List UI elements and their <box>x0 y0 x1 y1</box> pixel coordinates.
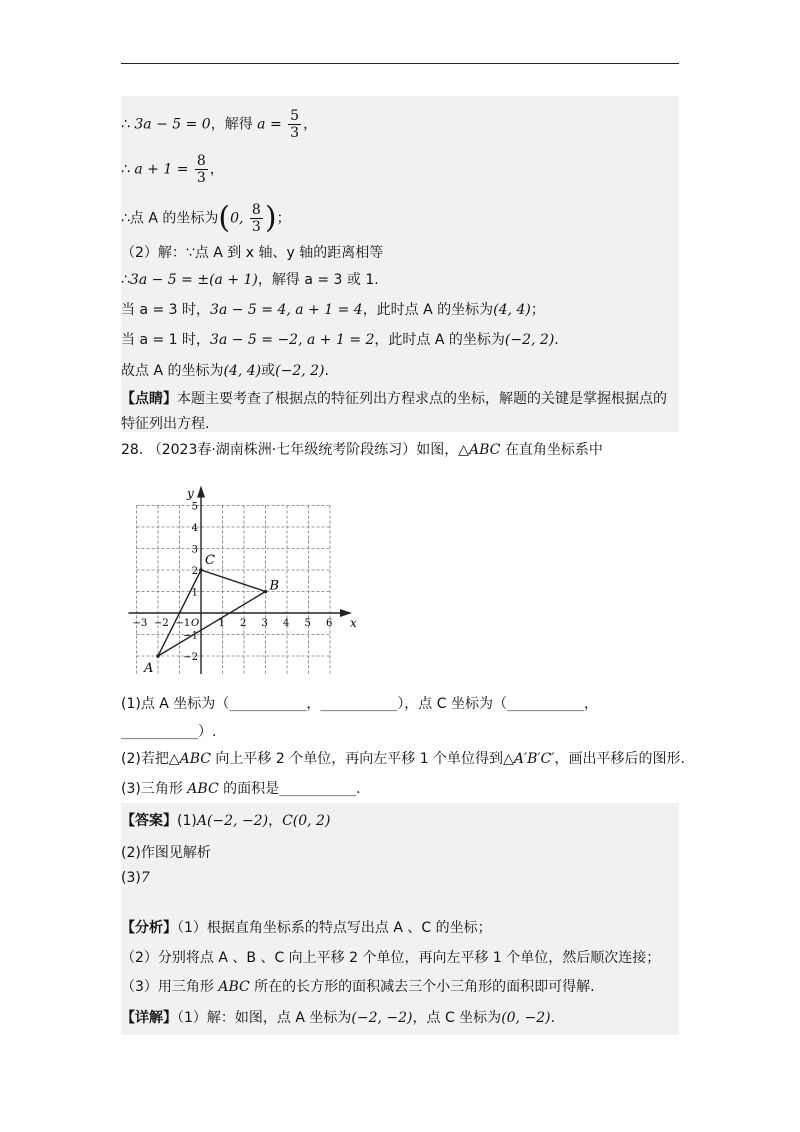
question-28-header: 28. （2023春·湖南株洲·七年级统考阶段练习）如图，△ABC 在直角坐标系中 <box>121 442 603 458</box>
x-axis-label: x <box>350 616 357 630</box>
solution-line-5: ∴3a − 5 = ±(a + 1)，解得 a = 3 或 1. <box>121 272 379 288</box>
y-tick-label: −2 <box>183 652 198 663</box>
analysis-line-2: （2）分别将点 A 、B 、C 向上平移 2 个单位，再向左平移 1 个单位，然后顺次连接； <box>121 950 661 966</box>
x-tick-label: 1 <box>218 618 225 629</box>
answer-line-2: (2)作图见解析 <box>121 845 211 861</box>
x-tick-label: −1 <box>175 618 191 629</box>
point-label-a: A <box>144 661 154 674</box>
answer-line-1: 【答案】(1)A(−2, −2)，C(0, 2) <box>121 813 331 829</box>
y-axis-label: y <box>187 486 194 501</box>
x-tick-label: 4 <box>283 618 290 629</box>
fraction-8-3-b: $\frac{8}{3}$ <box>251 202 261 235</box>
coordinate-figure <box>128 478 358 674</box>
x-tick-label: O <box>191 618 200 629</box>
question-28-part-3: (3)三角形 ABC 的面积是___________. <box>121 781 361 797</box>
question-28-part-1-cont: ___________）. <box>121 724 217 740</box>
solution-line-3: ∴点 A 的坐标为(0, $\frac{8}{3}$ )； <box>121 200 291 236</box>
solution-block-shade <box>121 96 679 432</box>
tick-labels <box>133 502 333 664</box>
y-tick-label: −1 <box>183 630 198 642</box>
y-tick-label: 4 <box>191 523 198 534</box>
page-top-rule <box>121 63 679 64</box>
solution-line-10: 特征列出方程. <box>121 416 210 432</box>
y-tick-label: 1 <box>191 587 198 599</box>
x-tick-label: −2 <box>154 618 169 629</box>
y-tick-label: 3 <box>191 544 198 556</box>
analysis-line-1: 【分析】（1）根据直角坐标系的特点写出点 A 、C 的坐标； <box>121 920 492 936</box>
answer-line-3: (3)7 <box>121 870 150 886</box>
point-c <box>199 568 203 572</box>
point-label-c: C <box>205 553 215 568</box>
solution-line-4: （2）解：∵点 A 到 x 轴、y 轴的距离相等 <box>121 245 384 261</box>
question-28-part-1: (1)点 A 坐标为（___________，___________），点 C 坐标为（___________， <box>121 696 598 712</box>
detail-line-1: 【详解】（1）解：如图，点 A 坐标为(−2, −2)，点 C 坐标为(0, −2). <box>121 1010 556 1026</box>
grid-lines <box>137 506 331 675</box>
solution-line-8: 故点 A 的坐标为(4, 4)或(−2, 2). <box>121 363 329 379</box>
point-a <box>156 654 160 658</box>
point-b <box>264 590 268 594</box>
solution-line-1: ∴ 3a − 5 = 0，解得 a = $\frac{5}{3}$ ， <box>121 108 318 141</box>
x-tick-label: −3 <box>132 618 148 629</box>
y-tick-label: 2 <box>191 566 198 577</box>
solution-line-2: ∴ a + 1 = $\frac{8}{3}$ ， <box>121 153 224 186</box>
fraction-5-3: $\frac{5}{3}$ <box>290 108 300 141</box>
x-tick-label: 3 <box>261 618 268 629</box>
point-label-b: B <box>269 578 280 594</box>
question-28-part-2: (2)若把△ABC 向上平移 2 个单位，再向左平移 1 个单位得到△A′B′C′，画出平移后的图形. <box>121 751 685 767</box>
solution-line-9: 【点睛】本题主要考查了根据点的特征列出方程求点的坐标，解题的关键是掌握根据点的 <box>121 391 667 407</box>
y-axis-arrow <box>197 486 205 498</box>
analysis-line-3: （3）用三角形 ABC 所在的长方形的面积减去三个小三角形的面积即可得解. <box>121 979 595 995</box>
solution-line-7: 当 a = 1 时，3a − 5 = −2, a + 1 = 2，此时点 A 的坐标为(−2, 2). <box>121 332 559 348</box>
x-tick-label: 5 <box>304 618 311 629</box>
y-tick-label: 5 <box>191 501 198 513</box>
x-tick-label: 2 <box>240 618 247 629</box>
fraction-8-3: $\frac{8}{3}$ <box>196 153 206 186</box>
solution-line-6: 当 a = 3 时，3a − 5 = 4, a + 1 = 4，此时点 A 的坐标为(4, 4)； <box>121 302 545 318</box>
x-tick-label: 6 <box>326 618 333 629</box>
